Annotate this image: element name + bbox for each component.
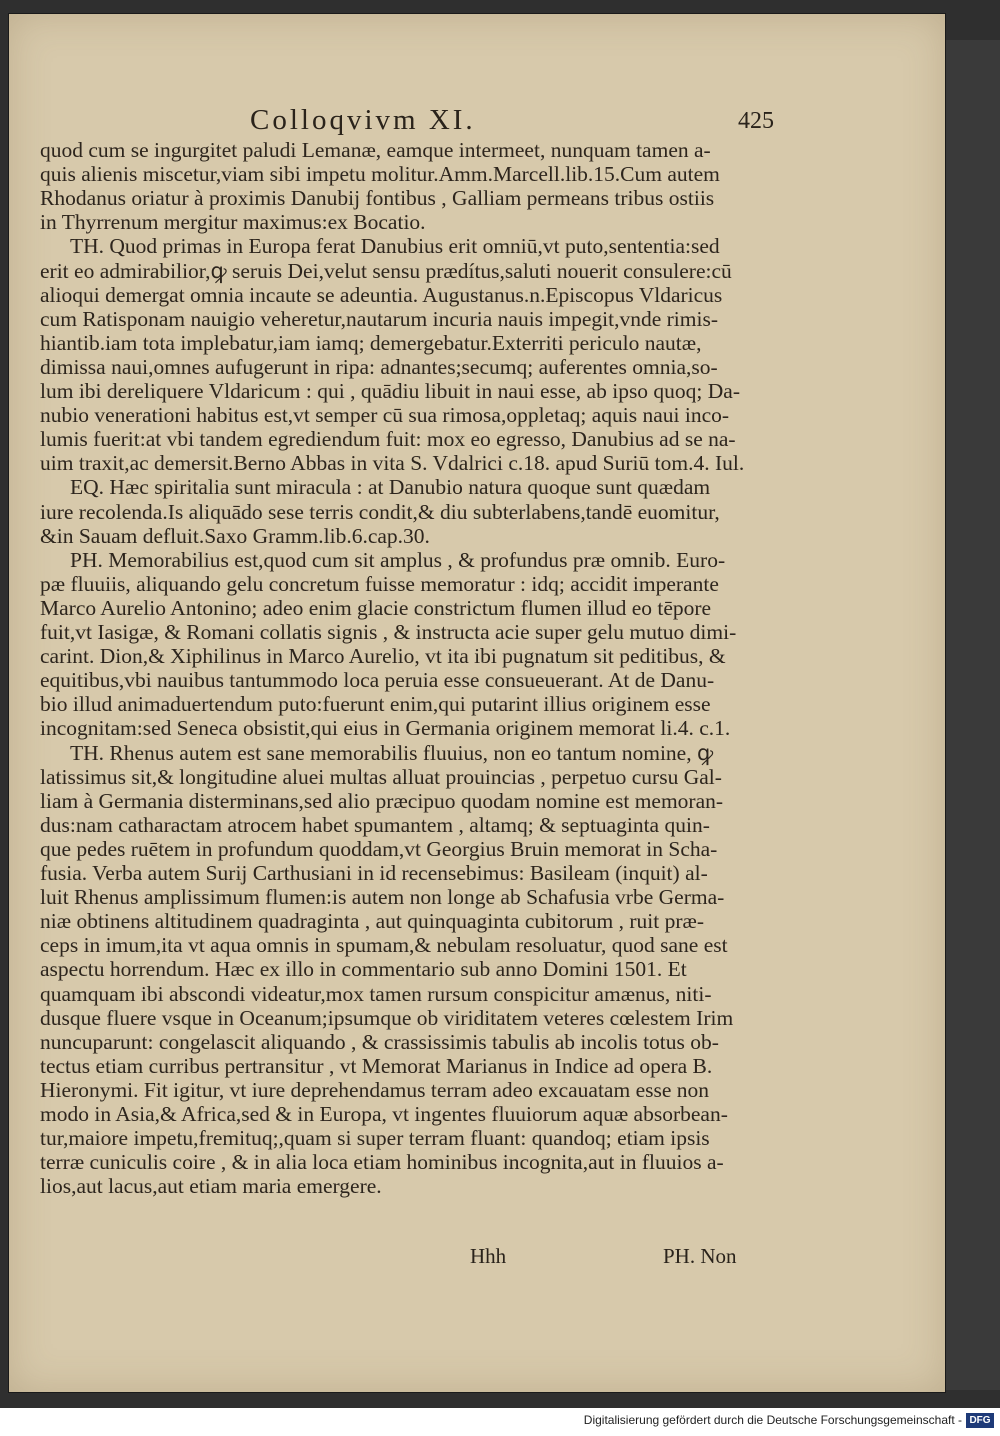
text-line: fusia. Verba autem Surij Carthusiani in id recensebimus: Basileam (inquit) al- (40, 861, 708, 885)
text-line: dus:nam catharactam atrocem habet spumantem , altamq; & septuaginta quin- (40, 812, 710, 837)
text-line: Hieronymi. Fit igitur, vt iure deprehendamus terram adeo excauatam esse non (40, 1077, 710, 1102)
text-line: in Thyrrenum mergitur maximus:ex Bocatio. (40, 210, 426, 235)
signature-mark: Hhh (470, 1244, 507, 1268)
text-line: fuit,vt Iasigæ, & Romani collatis signis , & instructa acie super gelu mutuo dimi- (40, 620, 737, 644)
text-line: dimissa naui,omnes aufugerunt in ripa: adnantes;secumq; auferentes omnia,so- (40, 354, 718, 379)
text-line: liam à Germania disterminans,sed alio præcipuo quodam nomine est memoran- (40, 788, 724, 813)
text-line: aspectu horrendum. Hæc ex illo in commentario sub anno Domini 1501. Et (40, 957, 687, 982)
text-line: bio illud animaduertendum puto:fuerunt enim,qui putarint illius originem esse (40, 692, 711, 717)
text-line: alioqui demergat omnia incaute se adeuntia. Augustanus.n.Episcopus Vldaricus (40, 282, 723, 307)
text-line: terræ cuniculis coire , & in alia loca etiam hominibus incognita,aut in fluuios a- (40, 1150, 724, 1175)
text-line: modo in Asia,& Africa,sed & in Europa, vt ingentes fluuiorum aquæ absorbean- (40, 1102, 728, 1126)
text-line: &in Sauam defluit.Saxo Gramm.lib.6.cap.30. (40, 523, 430, 548)
text-line: que pedes ruētem in profundum quoddam,vt Georgius Bruin memorat in Scha- (40, 836, 718, 861)
catchword: PH. Non (663, 1244, 737, 1268)
text-line: lumis fuerit:at vbi tandem egrediendum fuit: mox eo egresso, Danubius ad se na- (40, 427, 736, 452)
text-line: hiantib.iam tota implebatur,iam iamq; demergebatur.Exterriti periculo nautæ, (40, 330, 702, 355)
dfg-logo-icon: DFG (966, 1413, 994, 1428)
text-line: cum Ratisponam nauigio veheretur,nautarum incuria nauis impegit,vnde rimis- (40, 306, 719, 331)
text-line: TH. Quod primas in Europa ferat Danubius erit omniū,vt puto,sententia:sed (70, 234, 720, 259)
footer-bar (0, 1408, 1000, 1436)
text-line: quamquam ibi abscondi videatur,mox tamen rursum conspicitur amænus, niti- (40, 981, 712, 1006)
text-line: pæ fluuiis, aliquando gelu concretum fuisse memoratur : idq; accidit imperante (40, 571, 719, 596)
text-line: EQ. Hæc spiritalia sunt miracula : at Danubio natura quoque sunt quædam (70, 475, 711, 500)
text-line: uim traxit,ac demersit.Berno Abbas in vita S. Vdalrici c.18. apud Suriū tom.4. Iul. (40, 451, 745, 476)
text-line: niæ obtinens altitudinem quadraginta , aut quinquaginta cubitorum , ruit præ- (40, 909, 704, 934)
text-line: Rhodanus oriatur à proximis Danubij fontibus , Galliam permeans tribus ostiis (40, 186, 715, 211)
text-line: equitibus,vbi nauibus tantummodo loca peruia esse consueuerant. At de Danu- (40, 668, 715, 693)
text-line: tectus etiam curribus pertransitur , vt Memorat Marianus in Indice ad opera B. (40, 1053, 713, 1078)
text-line: incognitam:sed Seneca obsistit,qui eius in Germania originem memorat li.4. c.1. (40, 716, 731, 741)
text-line: luit Rhenus amplissimum flumen:is autem non longe ab Schafusia vrbe Germa- (40, 885, 725, 910)
text-line: PH. Memorabilius est,quod cum sit amplus , & profundus præ omnib. Euro- (70, 547, 726, 572)
text-line: carint. Dion,& Xiphilinus in Marco Aurelio, vt ita ibi pugnatum sit peditibus, & (40, 644, 726, 669)
text-line: Marco Aurelio Antonino; adeo enim glacie constrictum flumen illud eo tēpore (40, 595, 712, 620)
text-line: quis alienis miscetur,viam sibi impetu molitur.Amm.Marcell.lib.15.Cum autem (40, 162, 720, 187)
text-line: nubio venerationi habitus est,vt semper cū sua rimosa,oppletaq; aquis naui inco- (40, 403, 730, 428)
text-line: lum ibi dereliquere Vldaricum : qui , quādiu libuit in naui esse, ab ipso quoq; Da- (40, 379, 741, 403)
text-line: TH. Rhenus autem est sane memorabilis fluuius, non eo tantum nomine, ꝙ (70, 740, 714, 765)
text-line: lios,aut lacus,aut etiam maria emergere. (40, 1174, 382, 1199)
page-number: 425 (738, 108, 774, 134)
text-line: tur,maiore impetu,fremituq;,quam si super terram fluant: quandoq; etiam ipsis (40, 1126, 710, 1151)
funding-notice: Digitalisierung gefördert durch die Deutsche Forschungsgemeinschaft - (583, 1413, 962, 1427)
text-line: iure recolenda.Is aliquādo sese terris condit,& diu subterlabens,tandē euomitur, (40, 499, 720, 524)
page-edge-shadow (945, 40, 1000, 1390)
text-line: erit eo admirabilior,ꝙ seruis Dei,velut sensu prædítus,saluti nouerit consulere:cū (40, 258, 732, 283)
text-line: nuncuparunt: congelascit aliquando , & crassissimis tabulis ab incolis totus ob- (40, 1029, 719, 1054)
text-line: quod cum se ingurgitet paludi Lemanæ, eamque intermeet, nunquam tamen a- (40, 138, 711, 162)
text-line: dusque fluere vsque in Oceanum;ipsumque ob viriditatem veteres cœlestem Irim (40, 1005, 734, 1030)
text-line: latissimus sit,& longitudine aluei multas alluat prouincias , perpetuo cursu Gal- (40, 764, 722, 789)
running-head: Colloqvivm XI. (250, 104, 476, 136)
text-line: ceps in imum,ita vt aqua omnis in spumam,& nebulam resoluatur, quod sane est (40, 933, 728, 958)
